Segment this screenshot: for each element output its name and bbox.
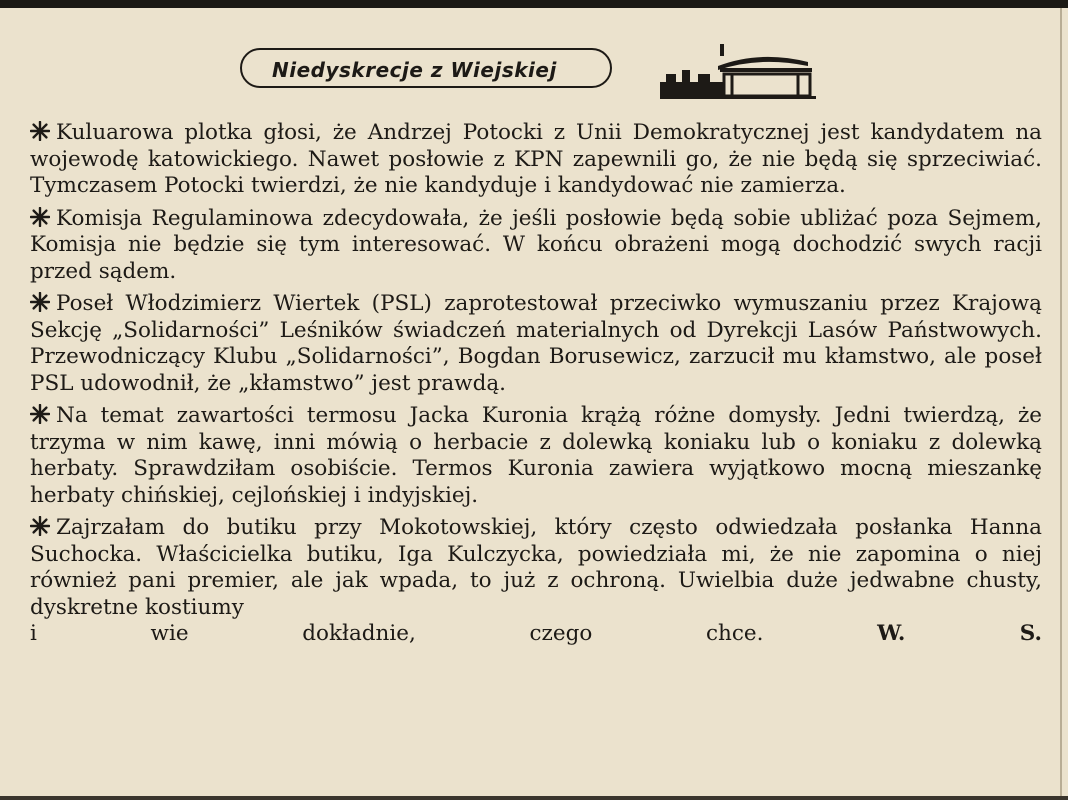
- asterisk-star-icon: [30, 121, 50, 141]
- news-item: [30, 120, 1042, 200]
- asterisk-star-icon: [30, 292, 50, 312]
- news-item: [30, 403, 1042, 509]
- news-item-last-line: i wie dokładnie, czego chce.: [30, 621, 764, 646]
- parliament-building-icon: [660, 44, 816, 104]
- news-item-text: Na temat zawartości termosu Jacka Kuronia krążą różne domysły. Jedni twierdzą, że trzyma w nim kawę, inni mówią o herbacie z dolewką koniaku lub o koniaku z dolewką herbaty. Sprawdziłam osobiście. Termos Kuronia zawiera wyjątkowo mocną mieszankę herbaty chińskiej, cejlońskiej i indyjskiej.: [30, 403, 1042, 508]
- column-rule: [1060, 8, 1062, 796]
- news-item-text: Komisja Regulaminowa zdecydowała, że jeśli posłowie będą sobie ubliżać poza Sejmem, Komisja nie będzie się tym interesować. W końcu obrażeni mogą dochodzić swych racji przed sądem.: [30, 205, 1042, 284]
- asterisk-star-icon: [30, 404, 50, 424]
- bottom-rule: [0, 796, 1068, 800]
- article-body: [30, 120, 1042, 654]
- top-rule: [0, 0, 1068, 8]
- author-signature: W. S.: [877, 621, 1042, 646]
- asterisk-star-icon: [30, 516, 50, 536]
- column-title: Niedyskrecje z Wiejskiej: [272, 58, 557, 82]
- news-item: [30, 515, 1042, 648]
- news-item-text: Zajrzałam do butiku przy Mokotowskiej, który często odwiedzała posłanka Hanna Suchocka. Właścicielka butiku, Iga Kulczycka, powiedziała mi, że nie zapomina o niej również pani premier, ale jak wpada, to już z ochroną. Uwielbia duże jedwabne chusty, dyskretne kostiumy: [30, 515, 1042, 620]
- title-frame: [240, 48, 612, 88]
- column-header: [240, 44, 820, 100]
- closing-line: [30, 621, 1042, 648]
- asterisk-star-icon: [30, 207, 50, 227]
- news-item: [30, 291, 1042, 397]
- news-item-text: Kuluarowa plotka głosi, że Andrzej Potocki z Unii Demokratycznej jest kandydatem na wojewodę katowickiego. Nawet posłowie z KPN zapewnili go, że nie będą się sprzeciwiać. Tymczasem Potocki twierdzi, że nie kandyduje i kandydować nie zamierza.: [30, 120, 1042, 198]
- news-item-text: Poseł Włodzimierz Wiertek (PSL) zaprotestował przeciwko wymuszaniu przez Krajową Sekcję „Solidarności” Leśników świadczeń materialnych od Dyrekcji Lasów Państwowych. Przewodniczący Klubu „Solidarności”, Bogdan Borusewicz, zarzucił mu kłamstwo, ale poseł PSL udowodnił, że „kłamstwo” jest prawdą.: [30, 291, 1042, 396]
- news-item: [30, 206, 1042, 286]
